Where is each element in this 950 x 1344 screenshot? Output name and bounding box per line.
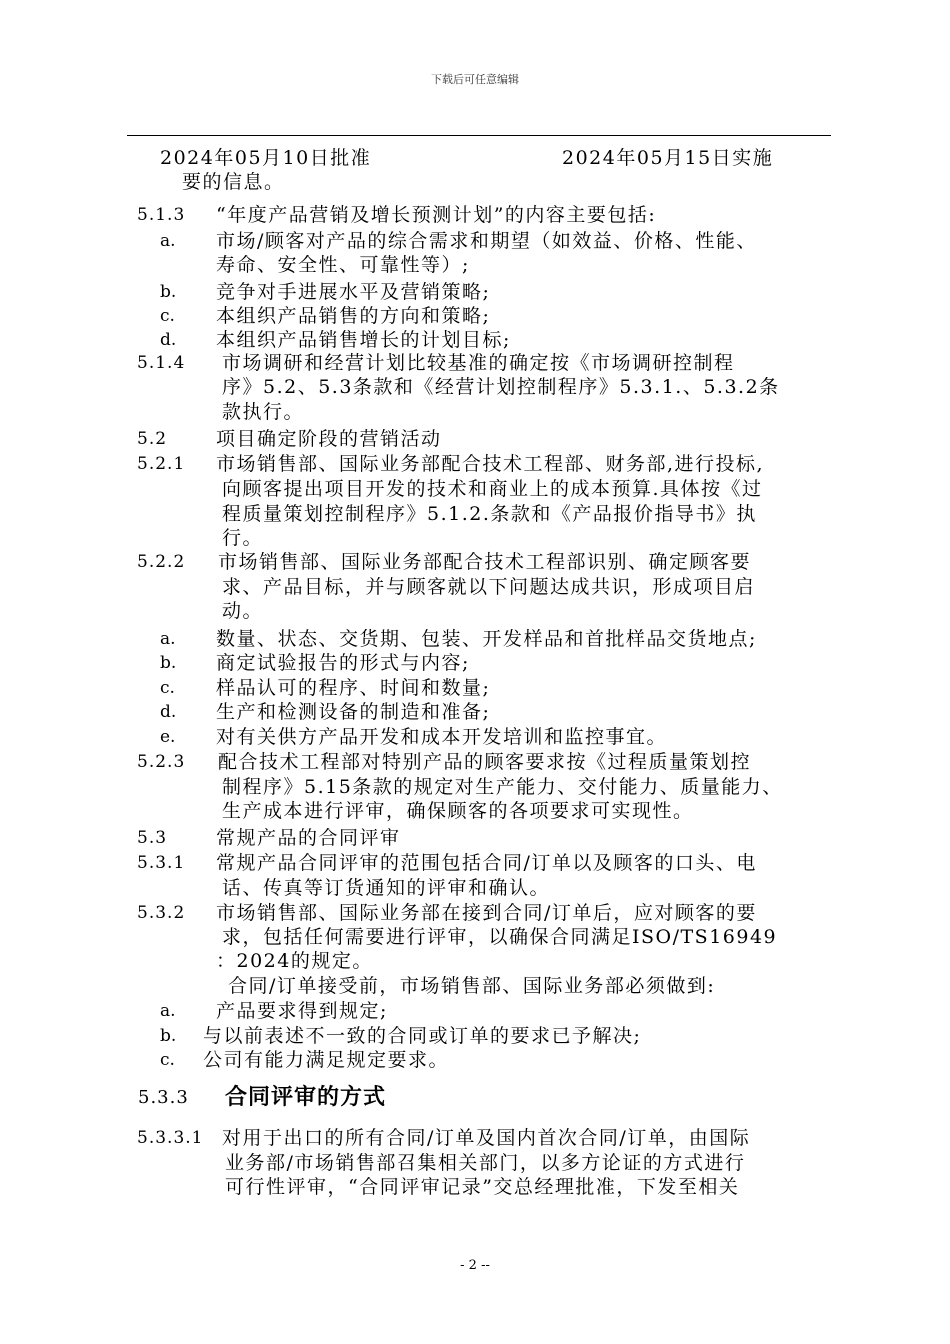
body-line-number: a. (160, 231, 176, 251)
approval-date: 2024年05月10日批准 (160, 147, 372, 169)
body-line-number: b. (160, 653, 177, 673)
tail-line-text: 对用于出口的所有合同/订单及国内首次合同/订单，由国际 (222, 1127, 751, 1149)
body-line-text: 话、传真等订货通知的评审和确认。 (222, 877, 551, 899)
body-line-number: 5.1.3 (137, 205, 186, 225)
body-line-number: 5.2 (137, 429, 168, 449)
body-line-number: 5.2.2 (137, 552, 186, 572)
body-line-number: 5.2.1 (137, 454, 186, 474)
body-line-text: 商定试验报告的形式与内容; (216, 652, 470, 674)
body-line-text: 市场调研和经营计划比较基准的确定按《市场调研控制程 (222, 352, 735, 374)
body-line-text: 产品要求得到规定; (216, 1000, 388, 1022)
body-line-number: 5.2.3 (137, 752, 186, 772)
body-line-text: 动。 (222, 600, 264, 622)
tail-line-text: 业务部/市场销售部召集相关部门，以多方论证的方式进行 (225, 1152, 746, 1174)
body-line-number: 5.3 (137, 828, 168, 848)
body-line-text: 求，包括任何需要进行评审，以确保合同满足ISO/TS16949 (222, 926, 778, 948)
body-line-text: 市场销售部、国际业务部在接到合同/订单后，应对顾客的要 (216, 902, 757, 924)
body-line-number: 5.1.4 (137, 353, 186, 373)
body-line-number: c. (160, 1050, 175, 1070)
body-line-text: 要的信息。 (182, 171, 285, 193)
body-line-text: 市场销售部、国际业务部配合技术工程部识别、确定顾客要 (218, 551, 752, 573)
body-line-number: d. (160, 330, 177, 350)
body-line-text: 生产成本进行评审，确保顾客的各项要求可实现性。 (222, 800, 694, 822)
body-line-number: b. (160, 282, 177, 302)
body-line-text: 款执行。 (222, 401, 305, 423)
body-line-number: c. (160, 678, 175, 698)
body-line-text: 常规产品合同评审的范围包括合同/订单以及顾客的口头、电 (216, 852, 757, 874)
body-line-text: 本组织产品销售的方向和策略; (216, 305, 491, 327)
tail-line-text: 可行性评审，“合同评审记录”交总经理批准，下发至相关 (225, 1176, 740, 1198)
body-line-text: 生产和检测设备的制造和准备; (216, 701, 491, 723)
body-line-text: 本组织产品销售增长的计划目标; (216, 329, 511, 351)
body-line-number: 5.3.2 (137, 903, 186, 923)
body-line-text: 寿命、安全性、可靠性等）; (216, 254, 470, 276)
body-line-text: 配合技术工程部对特别产品的顾客要求按《过程质量策划控 (218, 751, 752, 773)
section-heading: 合同评审的方式 (225, 1085, 387, 1110)
body-line-text: 市场/顾客对产品的综合需求和期望（如效益、价格、性能、 (216, 230, 757, 252)
body-line-text: 常规产品的合同评审 (216, 827, 401, 849)
body-line-text: 制程序》5.15条款的规定对生产能力、交付能力、质量能力、 (222, 776, 783, 798)
page-header: 下载后可任意编辑 (431, 73, 519, 86)
body-line-text: 程质量策划控制程序》5.1.2.条款和《产品报价指导书》执 (222, 503, 757, 525)
body-line-text: 求、产品目标，并与顾客就以下问题达成共识，形成项目启 (222, 576, 756, 598)
section-heading-number: 5.3.3 (138, 1087, 189, 1108)
body-line-number: a. (160, 1001, 176, 1021)
body-line-number: b. (160, 1026, 177, 1046)
body-line-text: 向顾客提出项目开发的技术和商业上的成本预算.具体按《过 (222, 478, 763, 500)
body-line-text: 市场销售部、国际业务部配合技术工程部、财务部,进行投标, (216, 453, 765, 475)
body-line-number: c. (160, 306, 175, 326)
body-line-text: 序》5.2、5.3条款和《经营计划控制程序》5.3.1.、5.3.2条 (222, 376, 780, 398)
body-line-text: 样品认可的程序、时间和数量; (216, 677, 491, 699)
body-line-number: a. (160, 629, 176, 649)
body-line-text: 项目确定阶段的营销活动 (216, 428, 442, 450)
body-line-text: ：2024的规定。 (216, 950, 373, 972)
body-line-text: “年度产品营销及增长预测计划”的内容主要包括: (216, 204, 657, 226)
tail-line-number: 5.3.3.1 (137, 1128, 204, 1148)
body-line-text: 竞争对手进展水平及营销策略; (216, 281, 491, 303)
body-line-number: 5.3.1 (137, 853, 186, 873)
body-line-text: 行。 (222, 527, 264, 549)
body-line-text: 数量、状态、交货期、包装、开发样品和首批样品交货地点; (216, 628, 757, 650)
page-number: - 2 -- (460, 1258, 490, 1273)
body-line-number: d. (160, 702, 177, 722)
body-line-text: 与以前表述不一致的合同或订单的要求已予解决; (203, 1025, 642, 1047)
implementation-date: 2024年05月15日实施 (562, 147, 774, 169)
body-line-text: 合同/订单接受前，市场销售部、国际业务部必须做到: (228, 975, 716, 997)
body-line-text: 对有关供方产品开发和成本开发培训和监控事宜。 (216, 726, 668, 748)
body-line-number: e. (160, 727, 176, 747)
body-line-text: 公司有能力满足规定要求。 (203, 1049, 450, 1071)
header-rule (127, 135, 831, 136)
